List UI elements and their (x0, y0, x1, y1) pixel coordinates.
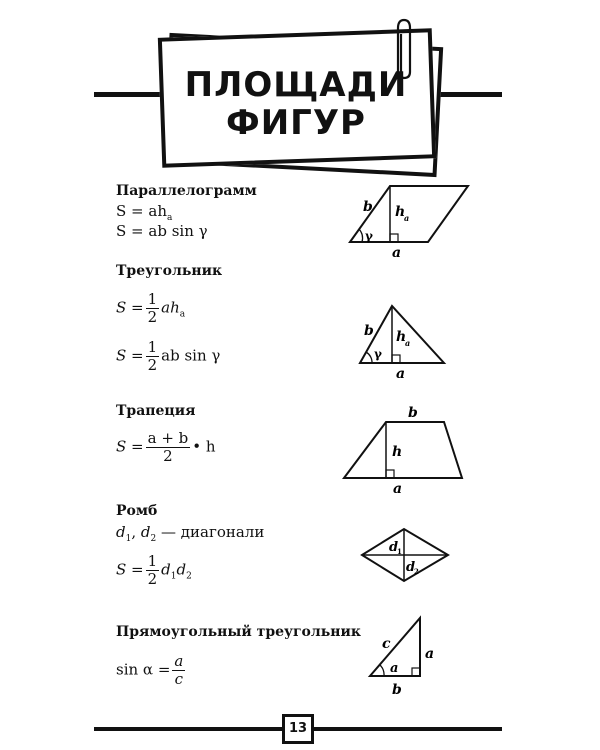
formula-text: — диагонали (161, 523, 265, 541)
label-h-sub: a (405, 338, 411, 348)
page-title (160, 66, 432, 142)
page-number: 13 (282, 714, 314, 744)
label-d1: d (389, 540, 399, 555)
rhombus-figure (356, 525, 456, 587)
heading-right-triangle: Прямоугольный треугольник (116, 624, 362, 640)
label-a: a (393, 481, 403, 495)
label-b: b (408, 405, 418, 421)
label-c: c (382, 636, 391, 652)
label-h-sub: a (404, 213, 410, 223)
label-gamma: γ (365, 229, 373, 243)
right-triangle-figure (362, 612, 452, 700)
formula-text: ah (161, 298, 180, 317)
frac-num: 1 (147, 290, 158, 308)
label-d1-sub: 1 (397, 547, 402, 556)
frac-num: a (174, 652, 184, 670)
label-b: b (392, 682, 402, 698)
formula-text: sin α = (116, 660, 171, 679)
formula-rhombus-diagonals: $d_1$, $d_2$ — диагонали (116, 523, 265, 544)
formula-trapezoid: S = $\frac{a + b}{2}$ • h (116, 429, 216, 465)
page-title-line2: ФИГУР (226, 103, 366, 143)
formula-rhombus: S = $\frac{1}{2}$ $d_1d_2$ (116, 552, 192, 588)
trapezoid-figure (336, 400, 486, 495)
formula-parallelogram-1 (116, 202, 172, 223)
page-title-line1: ПЛОЩАДИ (184, 65, 408, 105)
formula-triangle-2: S = $\frac{1}{2}$ ab sin γ (116, 338, 221, 374)
formula-sub: a (166, 213, 173, 223)
formula-text: d (176, 560, 187, 579)
frac-num: 1 (147, 552, 158, 570)
formula-right-triangle (116, 653, 187, 688)
label-a: a (425, 646, 435, 662)
heading-triangle: Треугольник (116, 263, 223, 279)
label-h: h (392, 444, 403, 460)
formula-sub: a (179, 309, 186, 320)
frac-den: c (174, 670, 184, 688)
label-h: h (396, 329, 407, 345)
frac-den: 2 (163, 447, 173, 465)
label-alpha: a (390, 661, 399, 676)
label-d2: d (406, 560, 416, 575)
heading-parallelogram: Параллелограмм (116, 183, 257, 199)
label-h: h (395, 204, 406, 220)
heading-rhombus: Ромб (116, 503, 158, 519)
triangle-figure (350, 300, 460, 380)
frac-den: 2 (147, 356, 158, 374)
formula-text: ab sin γ (161, 346, 221, 365)
parallelogram-figure (340, 180, 480, 260)
formula-triangle-1: S = $\frac{1}{2}$ $ah_a$ (116, 290, 186, 326)
label-b: b (364, 323, 374, 339)
formula-text: • h (192, 437, 216, 456)
frac-den: 2 (147, 308, 158, 326)
label-b: b (363, 199, 373, 215)
frac-num: a + b (147, 429, 189, 447)
formula-text: S = ah (116, 202, 167, 220)
formula-parallelogram-2: S = ab sin γ (116, 222, 208, 240)
frac-den: 2 (147, 570, 158, 588)
header-rule-left (94, 92, 166, 97)
heading-trapezoid: Трапеция (116, 403, 196, 419)
label-d2-sub: 2 (414, 567, 419, 576)
frac-num: 1 (147, 338, 158, 356)
label-a: a (392, 245, 402, 260)
label-gamma: γ (374, 347, 382, 361)
label-a: a (396, 366, 406, 380)
